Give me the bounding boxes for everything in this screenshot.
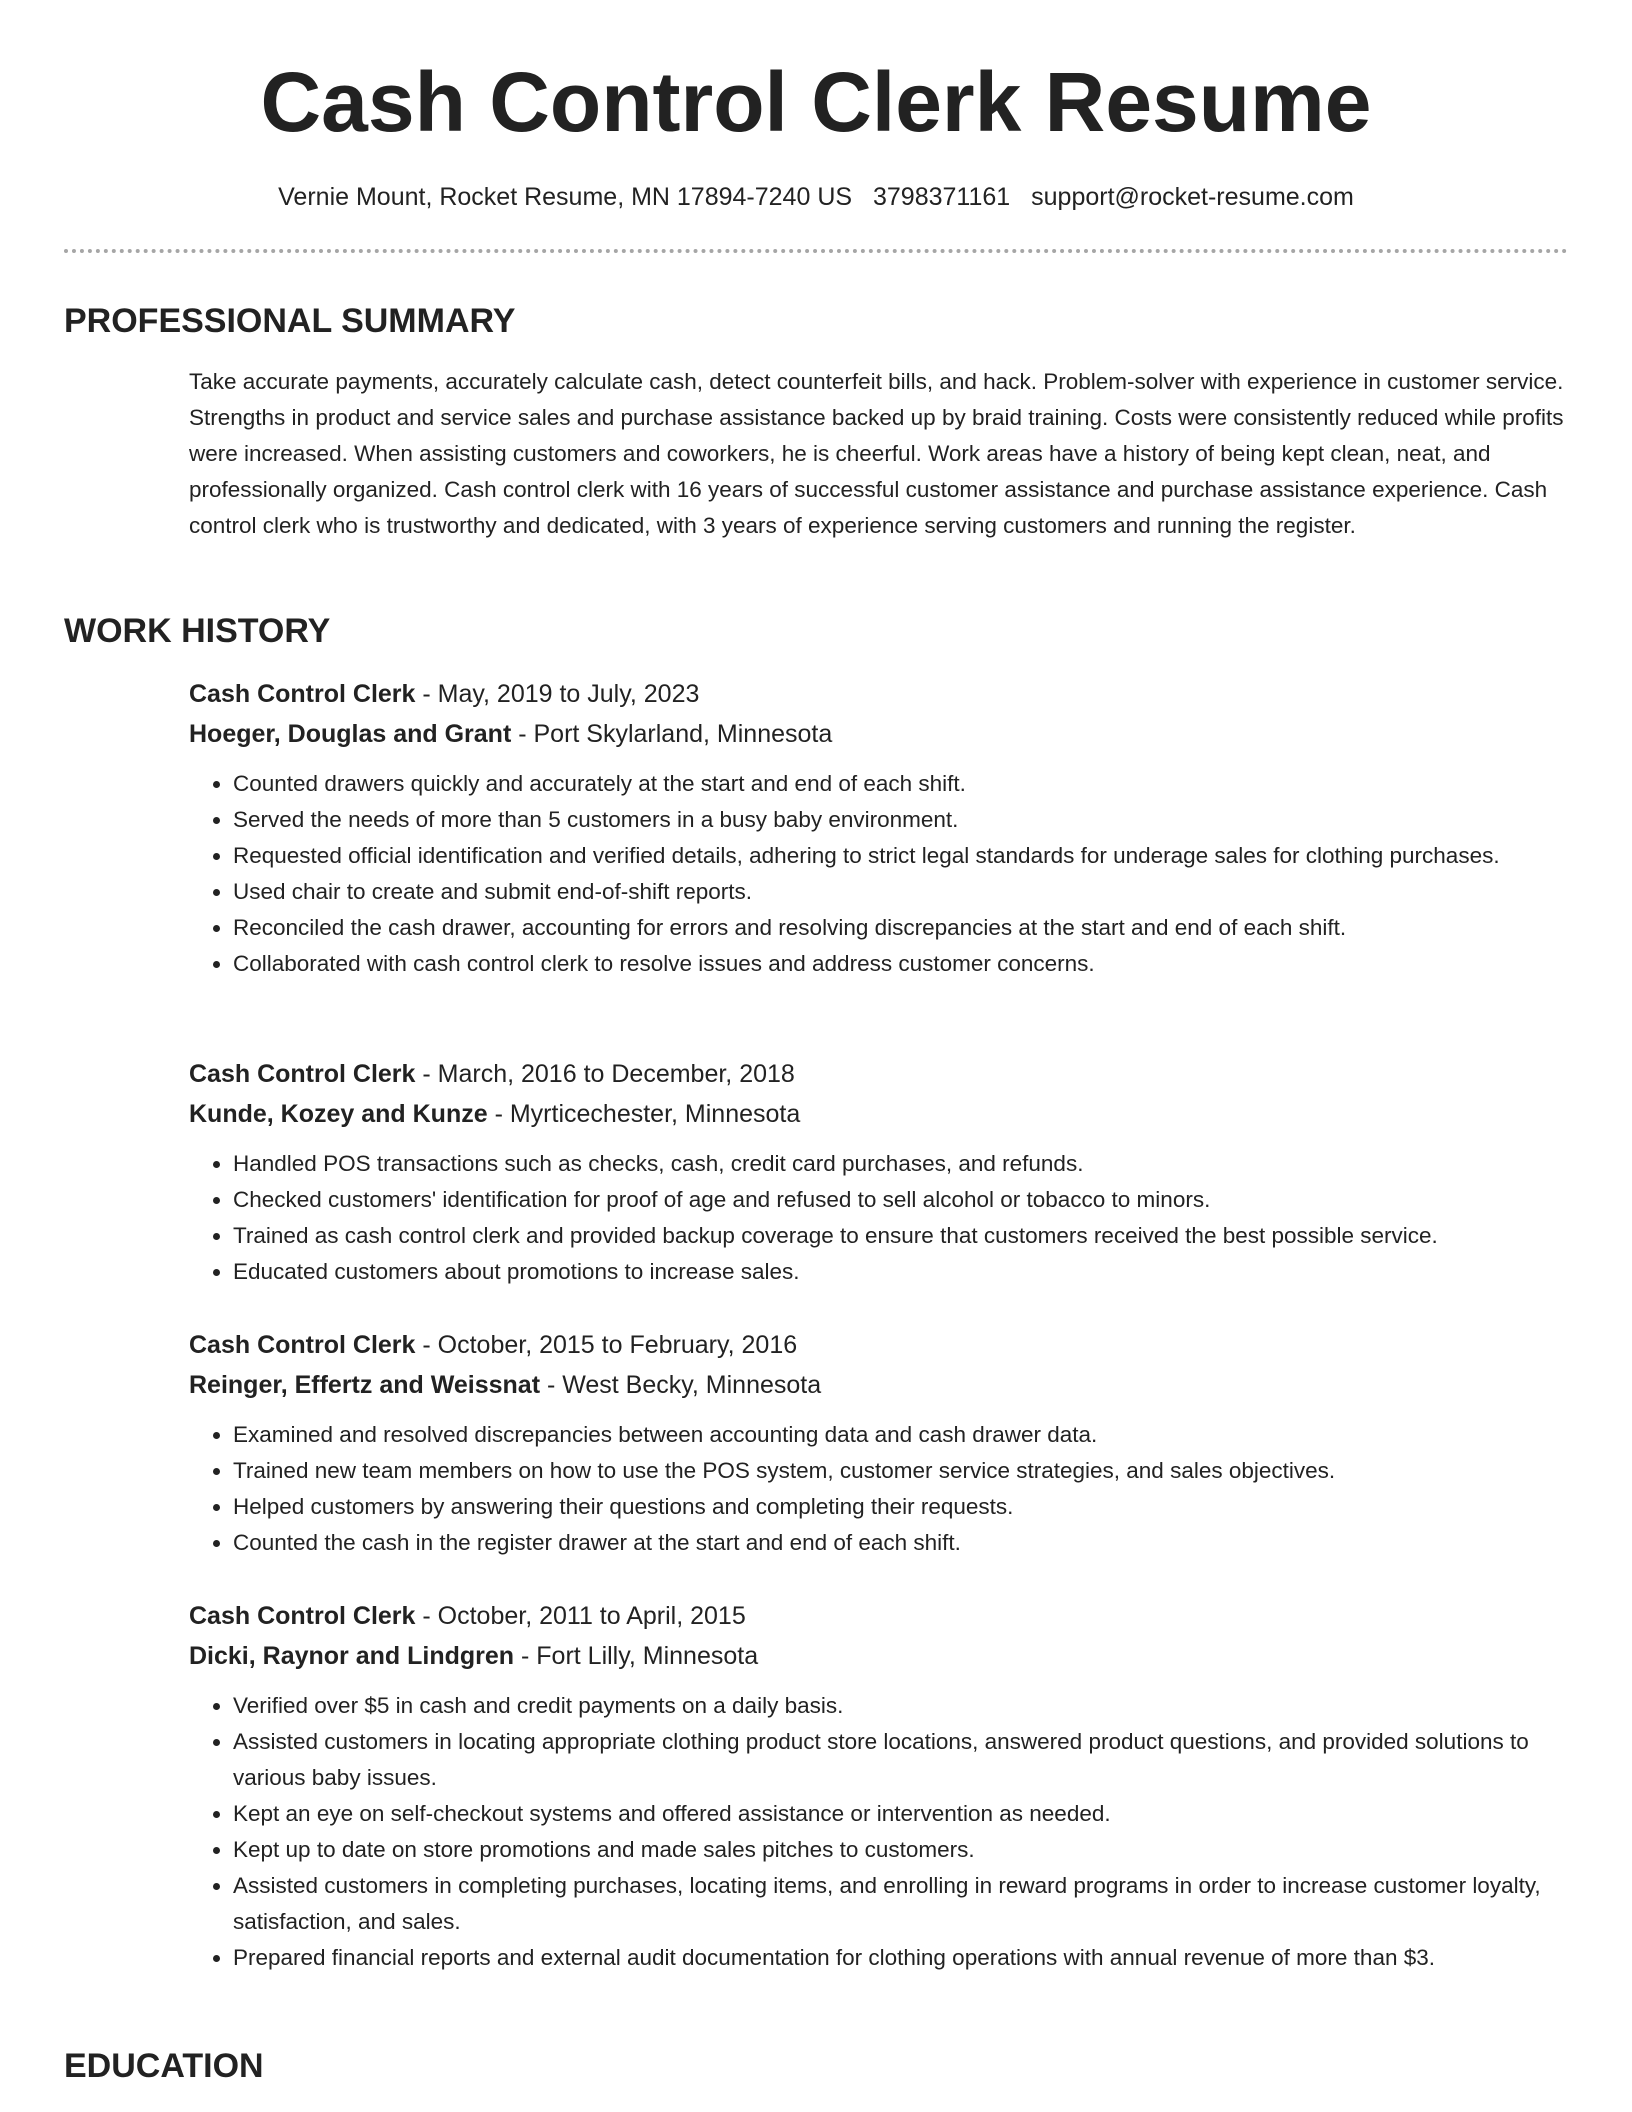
job-bullet: • Collaborated with cash control clerk to resolve issues and address customer concerns. <box>233 946 1569 982</box>
header-divider <box>64 249 1568 253</box>
job-title-line <box>189 1325 1569 1365</box>
summary-text: Take accurate payments, accurately calculate cash, detect counterfeit bills, and hack. Problem-solver with experience in customer service. Strengths in product and service sales and purchase assistance backed up by braid training. Costs were consistently reduced while profits were increased. When assisting customers and coworkers, he is cheerful. Work areas have a history of being kept clean, neat, and professionally organized. Cash control clerk with 16 years of successful customer assistance and purchase assistance experience. Cash control clerk who is trustworthy and dedicated, with 3 years of experience serving customers and running the register. <box>189 369 1564 538</box>
job-bullet-list <box>189 766 1569 982</box>
job-dates: - May, 2019 to July, 2023 <box>415 680 700 708</box>
job-bullet: • Helped customers by answering their questions and completing their requests. <box>233 1489 1569 1525</box>
job-location: - West Becky, Minnesota <box>540 1371 822 1399</box>
job-title-line <box>189 1596 1569 1636</box>
job-title: Cash Control Clerk <box>189 1060 416 1088</box>
job-title-line <box>189 1054 1569 1094</box>
job-bullet-list <box>189 1146 1569 1290</box>
work-history-heading: WORK HISTORY <box>64 612 331 650</box>
job-bullet: • Kept an eye on self-checkout systems and offered assistance or intervention as needed. <box>233 1796 1569 1832</box>
job-bullet: • Requested official identification and verified details, adhering to strict legal standards for underage sales for clothing purchases. <box>233 838 1569 874</box>
job-company: Dicki, Raynor and Lindgren <box>189 1642 515 1670</box>
job-company-line <box>189 1636 1569 1676</box>
job-title: Cash Control Clerk <box>189 1602 416 1630</box>
job-bullet: • Assisted customers in completing purchases, locating items, and enrolling in reward programs in order to increase customer loyalty, satisfaction, and sales. <box>233 1868 1569 1940</box>
job-bullet-list <box>189 1688 1569 1976</box>
job-dates: - October, 2015 to February, 2016 <box>415 1331 798 1359</box>
contact-email: support@rocket-resume.com <box>1031 183 1354 211</box>
job-location: - Fort Lilly, Minnesota <box>514 1642 759 1670</box>
job-company: Hoeger, Douglas and Grant <box>189 720 512 748</box>
job-bullet: • Examined and resolved discrepancies between accounting data and cash drawer data. <box>233 1417 1569 1453</box>
summary-heading: PROFESSIONAL SUMMARY <box>64 302 516 340</box>
job-entry <box>189 1325 1569 1561</box>
job-bullet: • Verified over $5 in cash and credit payments on a daily basis. <box>233 1688 1569 1724</box>
job-entry <box>189 674 1569 982</box>
job-title-line <box>189 674 1569 714</box>
job-company-line <box>189 1365 1569 1405</box>
job-bullet: • Used chair to create and submit end-of-shift reports. <box>233 874 1569 910</box>
job-entry <box>189 1596 1569 1976</box>
job-company: Kunde, Kozey and Kunze <box>189 1100 488 1128</box>
job-bullet: • Counted drawers quickly and accurately at the start and end of each shift. <box>233 766 1569 802</box>
job-title: Cash Control Clerk <box>189 1331 416 1359</box>
job-bullet: • Trained new team members on how to use the POS system, customer service strategies, and sales objectives. <box>233 1453 1569 1489</box>
job-dates: - October, 2011 to April, 2015 <box>415 1602 746 1630</box>
job-bullet: • Checked customers' identification for proof of age and refused to sell alcohol or tobacco to minors. <box>233 1182 1569 1218</box>
job-bullet-list <box>189 1417 1569 1561</box>
job-company: Reinger, Effertz and Weissnat <box>189 1371 541 1399</box>
job-location: - Port Skylarland, Minnesota <box>511 720 833 748</box>
job-title: Cash Control Clerk <box>189 680 416 708</box>
job-company-line <box>189 1094 1569 1134</box>
job-dates: - March, 2016 to December, 2018 <box>415 1060 795 1088</box>
contact-address: Vernie Mount, Rocket Resume, MN 17894-7240 US <box>278 183 853 211</box>
job-bullet: • Kept up to date on store promotions and made sales pitches to customers. <box>233 1832 1569 1868</box>
page-title: Cash Control Clerk Resume <box>260 55 1372 149</box>
job-bullet: • Counted the cash in the register drawer at the start and end of each shift. <box>233 1525 1569 1561</box>
job-bullet: • Assisted customers in locating appropriate clothing product store locations, answered product questions, and provided solutions to various baby issues. <box>233 1724 1569 1796</box>
contact-phone: 3798371161 <box>873 183 1011 211</box>
job-location: - Myrticechester, Minnesota <box>487 1100 801 1128</box>
job-bullet: • Prepared financial reports and external audit documentation for clothing operations with annual revenue of more than $3. <box>233 1940 1569 1976</box>
job-company-line <box>189 714 1569 754</box>
job-bullet: • Educated customers about promotions to increase sales. <box>233 1254 1569 1290</box>
job-bullet: • Trained as cash control clerk and provided backup coverage to ensure that customers received the best possible service. <box>233 1218 1569 1254</box>
job-entry <box>189 1054 1569 1290</box>
job-bullet: • Handled POS transactions such as checks, cash, credit card purchases, and refunds. <box>233 1146 1569 1182</box>
job-bullet: • Served the needs of more than 5 customers in a busy baby environment. <box>233 802 1569 838</box>
job-bullet: • Reconciled the cash drawer, accounting for errors and resolving discrepancies at the start and end of each shift. <box>233 910 1569 946</box>
education-heading: EDUCATION <box>64 2047 264 2085</box>
contact-line <box>0 180 1632 214</box>
